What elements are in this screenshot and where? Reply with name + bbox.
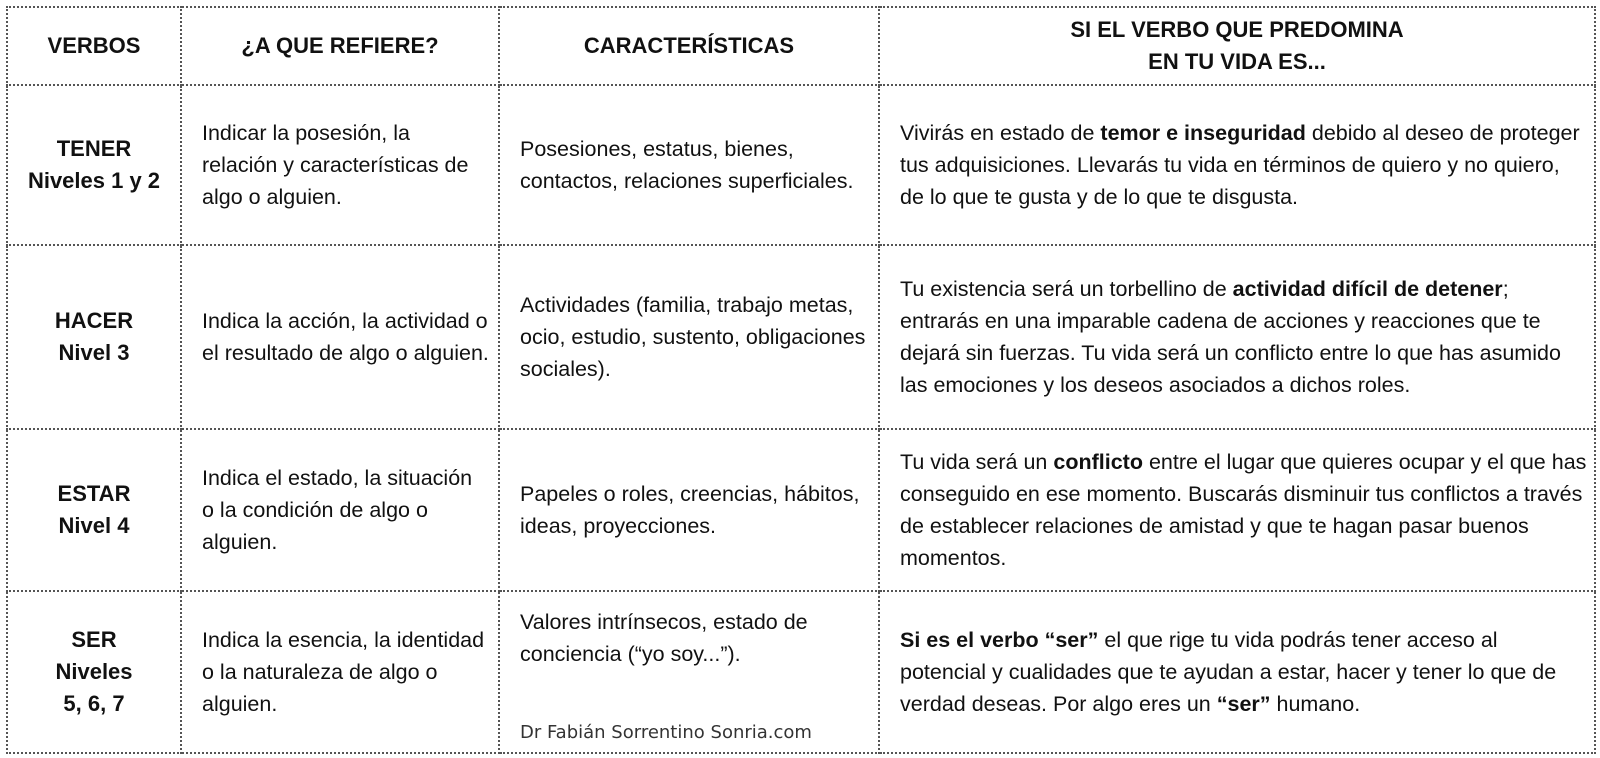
caracteristicas-text: Valores intrínsecos, estado de conciencia (“yo soy...”). bbox=[520, 610, 808, 666]
vida-emphasis: Si es el verbo “ser” bbox=[900, 628, 1099, 652]
vida-text: el que rige tu vida podrás tener acceso al potencial y cualidades que te ayudan a estar, hacer y tener lo que de verdad deseas. Por algo eres un bbox=[900, 628, 1557, 716]
vida-text: entre el lugar que quieres ocupar y el que has conseguido en ese momento. Buscarás disminuir tus conflictos a través de establecer relaciones de amistad y que te hagan pasar buenos momentos. bbox=[900, 450, 1587, 570]
verb-level: Niveles bbox=[55, 659, 133, 684]
header-verbos: VERBOS bbox=[7, 7, 181, 85]
caracteristicas-cell: Papeles o roles, creencias, hábitos, ideas, proyecciones. bbox=[499, 429, 879, 591]
verb-level: Nivel 4 bbox=[58, 513, 130, 538]
caracteristicas-cell bbox=[499, 591, 879, 753]
verb-name: HACER bbox=[54, 308, 134, 333]
verb-level-numbers: 5, 6, 7 bbox=[63, 691, 125, 716]
verb-level: Nivel 3 bbox=[58, 340, 130, 365]
verbs-table-document bbox=[6, 6, 1594, 752]
vida-cell bbox=[879, 591, 1595, 753]
vida-text: humano. bbox=[1270, 692, 1361, 716]
vida-emphasis: “ser” bbox=[1216, 692, 1271, 716]
verb-level: Niveles 1 y 2 bbox=[27, 168, 161, 193]
verb-name: ESTAR bbox=[57, 481, 131, 506]
verbs-table bbox=[6, 6, 1596, 754]
header-row bbox=[7, 7, 1595, 85]
table-row-tener bbox=[7, 85, 1595, 245]
vida-emphasis: temor e inseguridad bbox=[1100, 121, 1306, 145]
header-refiere: ¿A QUE REFIERE? bbox=[181, 7, 499, 85]
verb-cell bbox=[7, 591, 181, 753]
vida-cell bbox=[879, 245, 1595, 429]
vida-text: debido al deseo de proteger tus adquisiciones. Llevarás tu vida en términos de quiero y no quiero, de lo que te gusta y de lo que te disgusta. bbox=[900, 121, 1580, 209]
vida-cell bbox=[879, 85, 1595, 245]
header-caracteristicas: CARACTERÍSTICAS bbox=[499, 7, 879, 85]
refiere-cell: Indica la acción, la actividad o el resultado de algo o alguien. bbox=[181, 245, 499, 429]
vida-cell bbox=[879, 429, 1595, 591]
vida-text: Vivirás en estado de bbox=[900, 121, 1101, 145]
caracteristicas-cell: Posesiones, estatus, bienes, contactos, relaciones superficiales. bbox=[499, 85, 879, 245]
caracteristicas-wrap bbox=[520, 592, 870, 750]
refiere-cell: Indica el estado, la situación o la condición de algo o alguien. bbox=[181, 429, 499, 591]
verb-cell bbox=[7, 245, 181, 429]
vida-text: Tu vida será un bbox=[900, 450, 1054, 474]
verb-cell bbox=[7, 85, 181, 245]
header-si-el-verbo bbox=[879, 7, 1595, 85]
header-si-el-verbo-line1: SI EL VERBO QUE PREDOMINA bbox=[1070, 17, 1404, 42]
vida-text: ; entrarás en una imparable cadena de acciones y reacciones que te dejará sin fuerzas. Tu vida será un conflicto entre lo que has asumido las emociones y los deseos asociados a dichos roles. bbox=[900, 277, 1561, 397]
verb-name: SER bbox=[71, 627, 117, 652]
vida-emphasis: conflicto bbox=[1053, 450, 1143, 474]
verb-cell bbox=[7, 429, 181, 591]
vida-emphasis: actividad difícil de detener bbox=[1232, 277, 1503, 301]
caracteristicas-cell: Actividades (familia, trabajo metas, ocio, estudio, sustento, obligaciones sociales). bbox=[499, 245, 879, 429]
table-row-ser bbox=[7, 591, 1595, 753]
vida-text: Tu existencia será un torbellino de bbox=[900, 277, 1233, 301]
table-row-estar bbox=[7, 429, 1595, 591]
verb-name: TENER bbox=[56, 136, 132, 161]
author-credit: Dr Fabián Sorrentino Sonria.com bbox=[520, 722, 812, 743]
refiere-cell: Indica la esencia, la identidad o la naturaleza de algo o alguien. bbox=[181, 591, 499, 753]
refiere-cell: Indicar la posesión, la relación y características de algo o alguien. bbox=[181, 85, 499, 245]
table-row-hacer bbox=[7, 245, 1595, 429]
header-si-el-verbo-line2: EN TU VIDA ES... bbox=[1148, 49, 1326, 74]
